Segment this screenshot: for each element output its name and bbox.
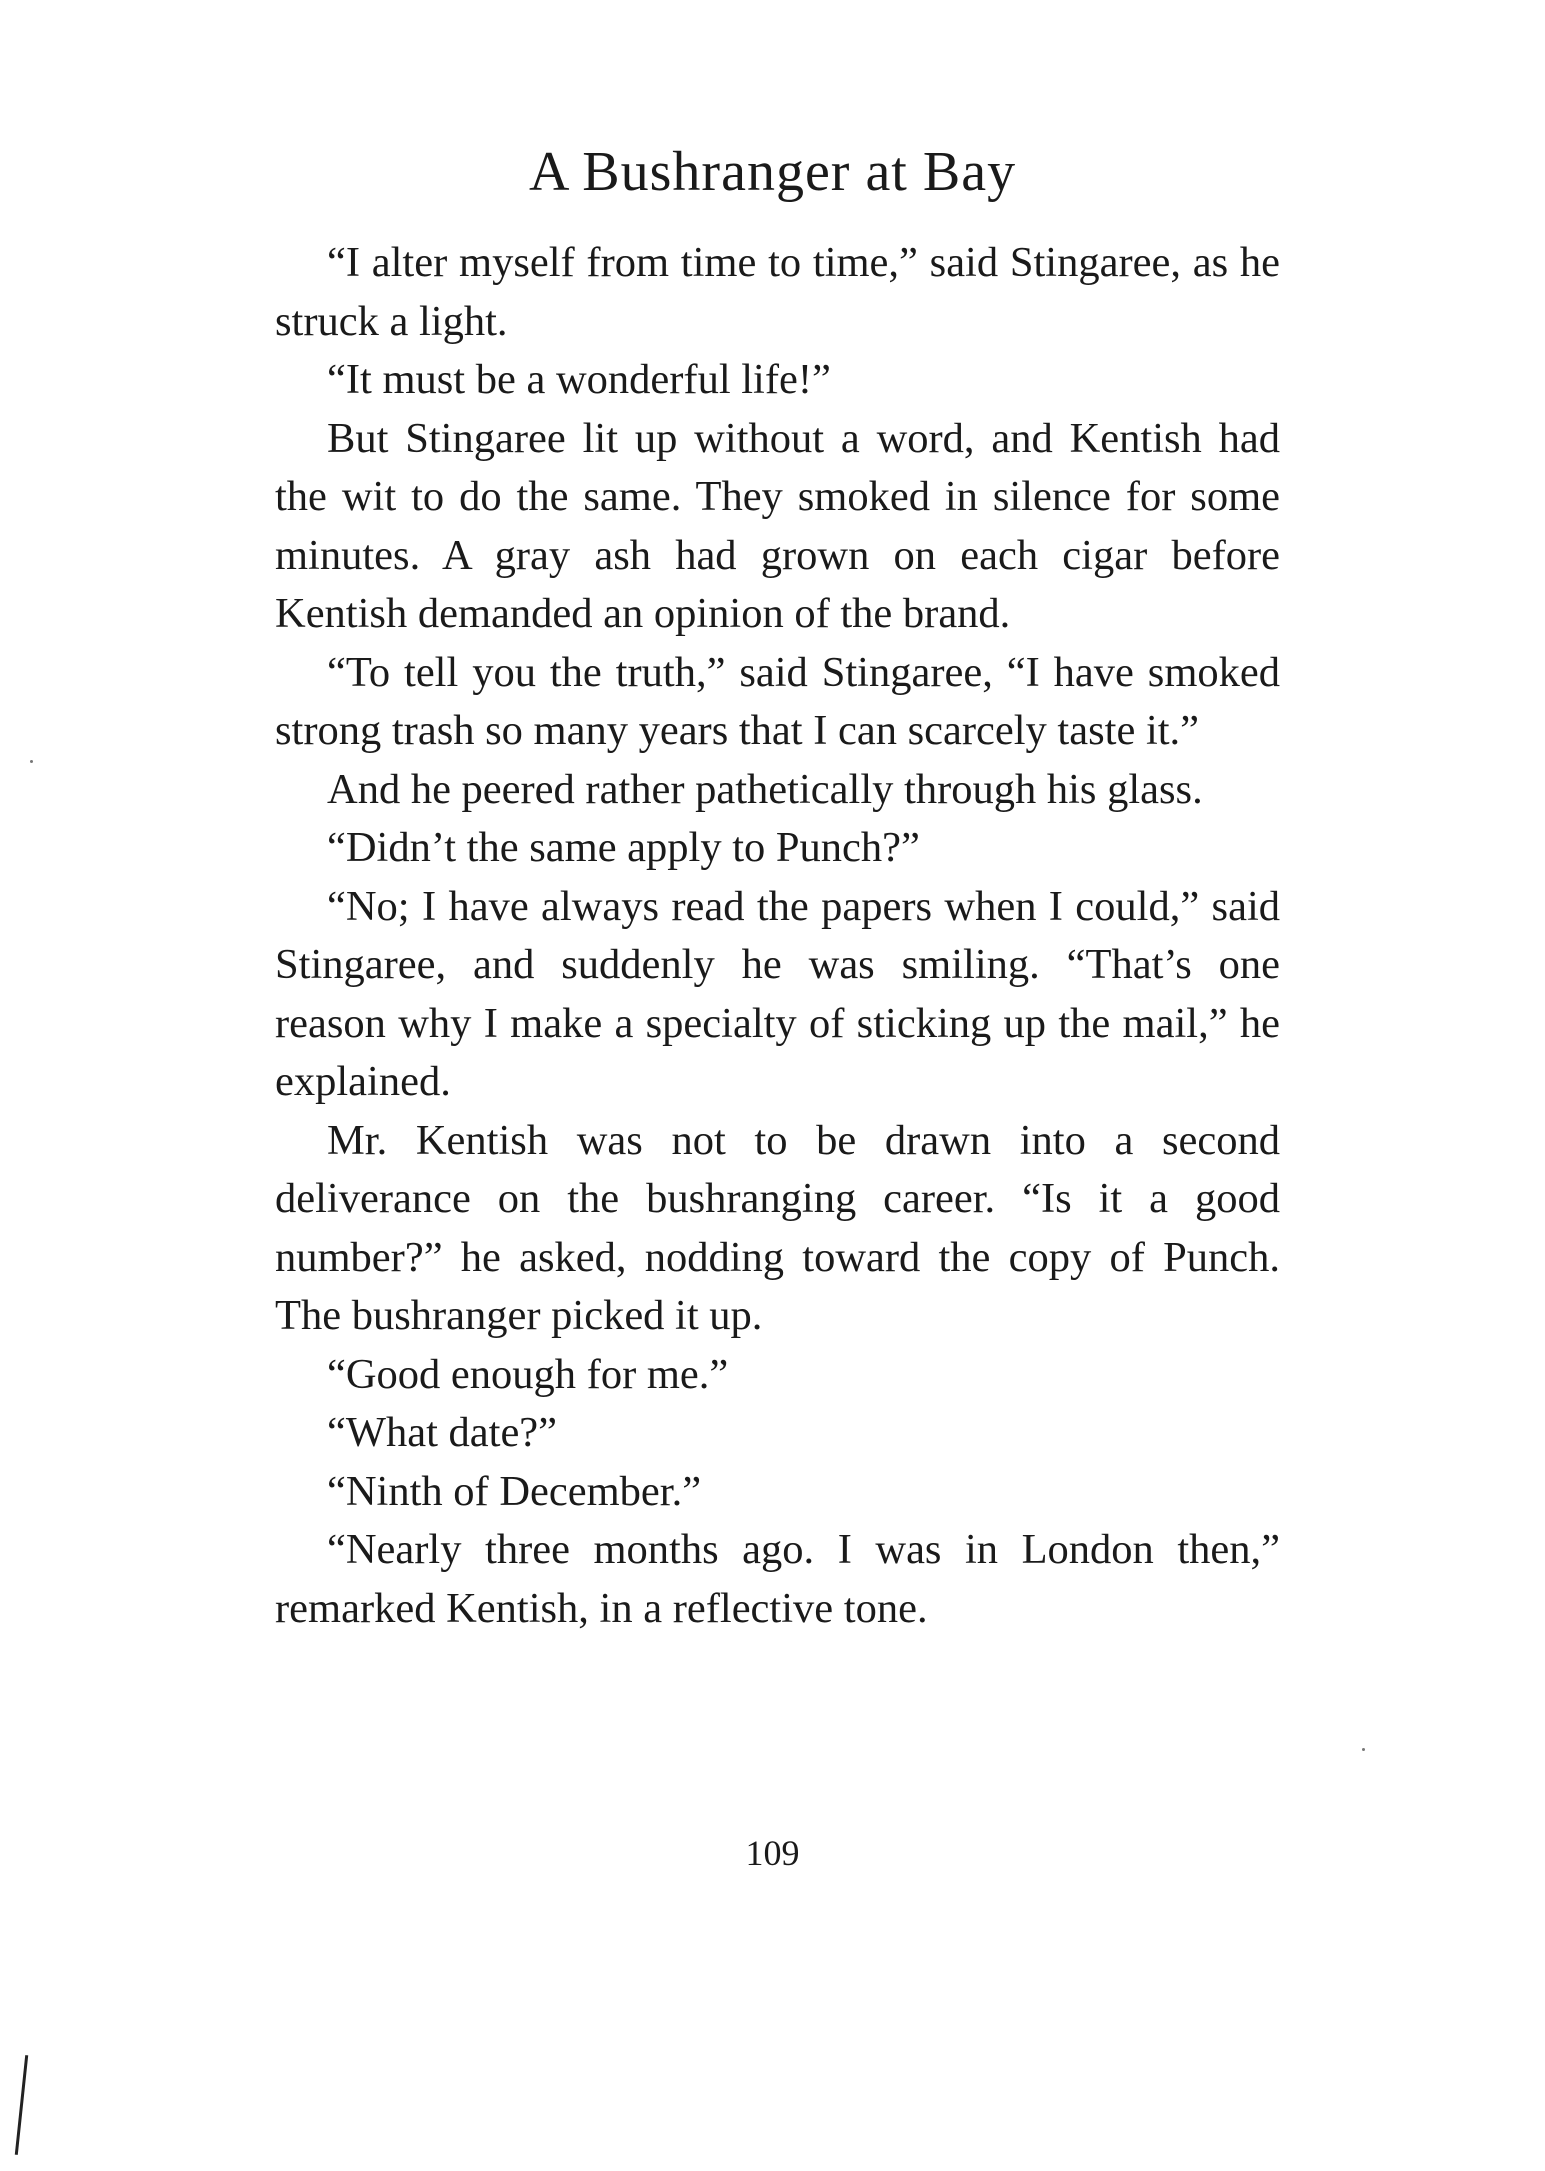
scan-speck — [1362, 1748, 1365, 1751]
margin-scan-mark — [15, 2055, 28, 2155]
paragraph: “I alter myself from time to time,” said Stingaree, as he struck a light. — [275, 239, 1280, 345]
paragraph: “What date?” — [327, 1409, 558, 1456]
paragraph: “Nearly three months ago. I was in London then,” remarked Kentish, in a reflective tone. — [275, 1526, 1280, 1632]
paragraph: But Stingaree lit up without a word, and Kentish had the wit to do the same. They smoked in silence for some minutes. A gray ash had grown on each cigar before Kentish demanded an opinion of the brand. — [275, 414, 1280, 637]
paragraph: “To tell you the truth,” said Stingaree, “I have smoked strong trash so many years that I can scarcely taste it.” — [275, 648, 1280, 754]
paragraph: “Ninth of December.” — [327, 1467, 702, 1515]
paragraph: And he peered rather pathetically through his glass. — [327, 765, 1203, 813]
paragraph: “Good enough for me.” — [327, 1350, 729, 1398]
paragraph: “Didn’t the same apply to Punch?” — [327, 824, 920, 871]
body-text — [275, 234, 1280, 1638]
running-title: A Bushranger at Bay — [528, 141, 1017, 203]
paragraph: “It must be a wonderful life!” — [327, 356, 831, 403]
paragraph: Mr. Kentish was not to be drawn into a second deliverance on the bushranging career. “Is it a good number?” he asked, nodding toward the copy of Punch. The bushranger picked it up. — [275, 1116, 1280, 1339]
scan-speck — [30, 760, 33, 763]
page-number: 109 — [745, 1833, 800, 1873]
paragraph: “No; I have always read the papers when I could,” said Stingaree, and suddenly he was smiling. “That’s one reason why I make a specialty of sticking up the mail,” he explained. — [275, 882, 1280, 1105]
